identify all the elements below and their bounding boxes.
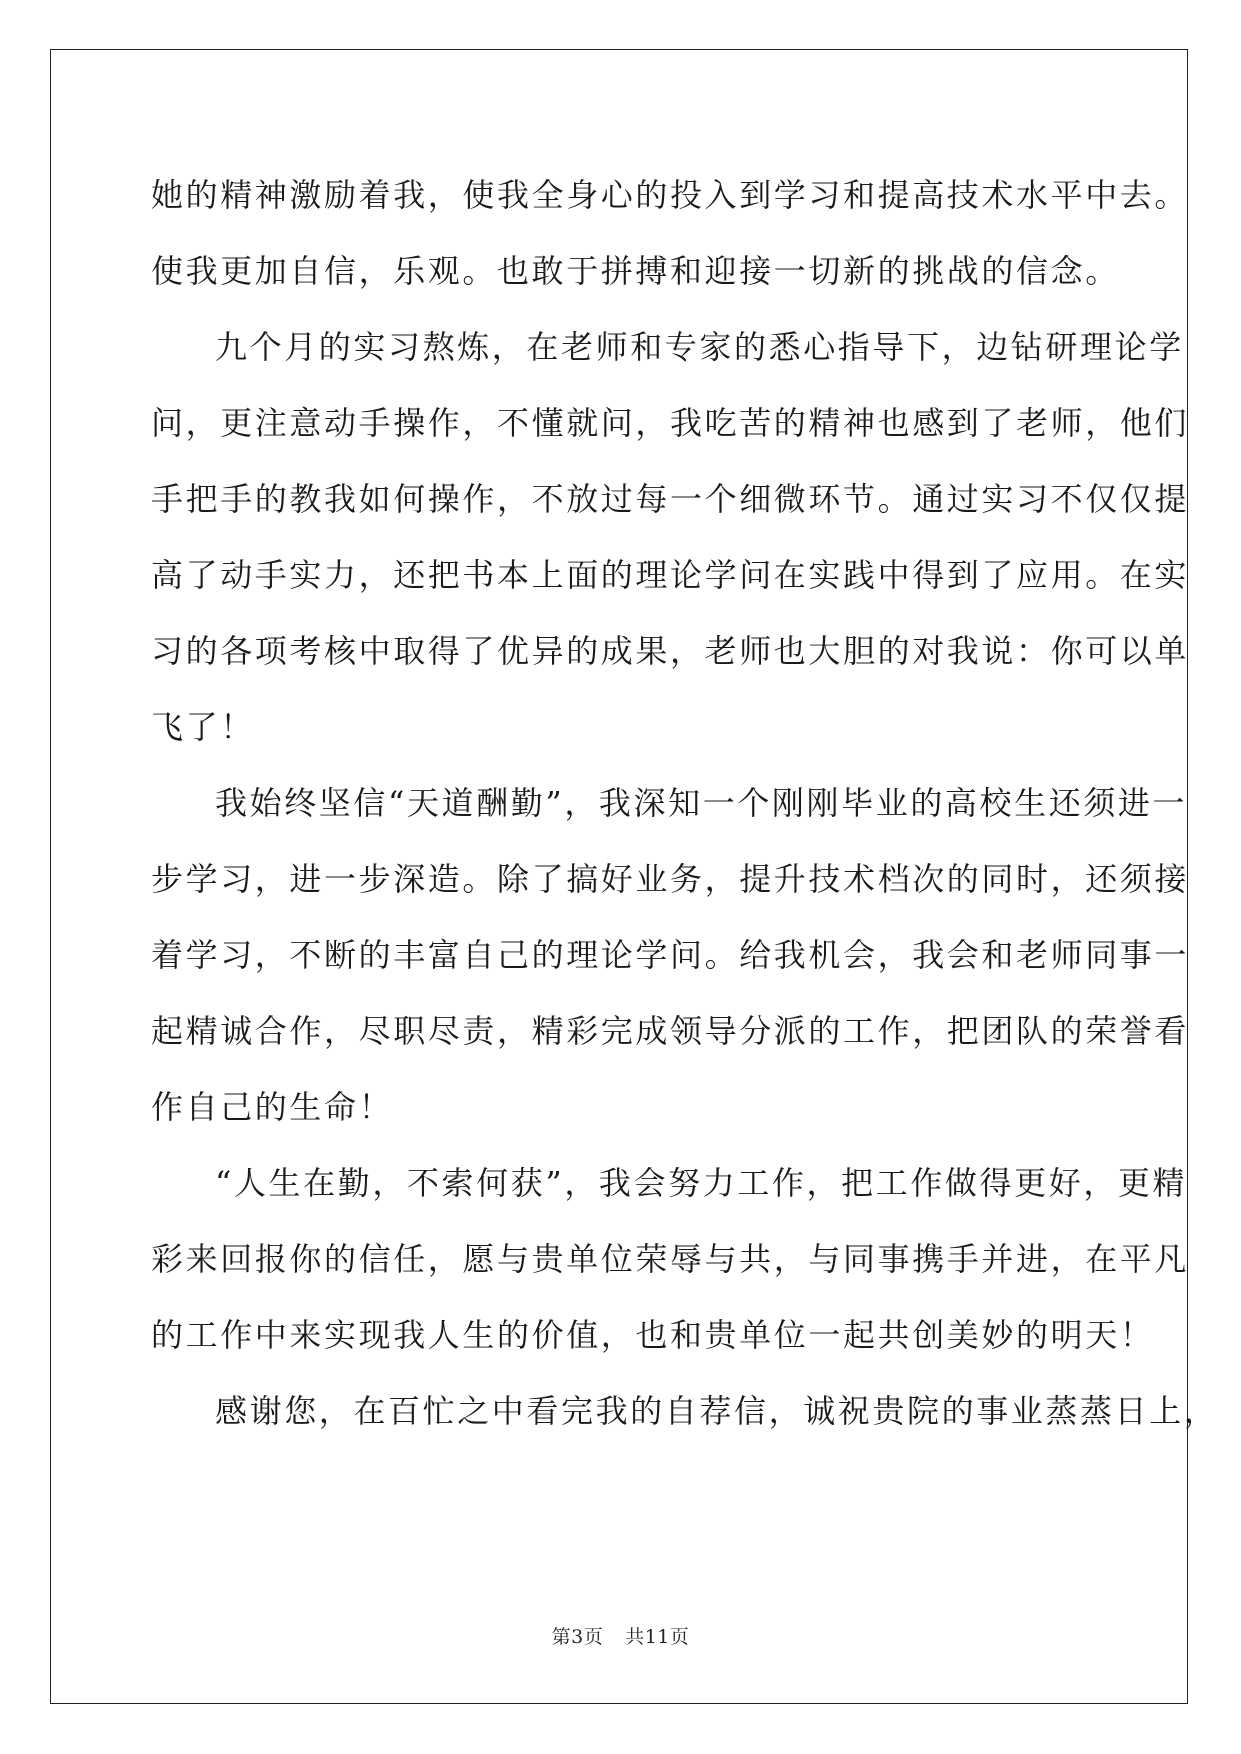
letter-body	[151, 157, 1219, 1449]
page-total: 共11页	[625, 1626, 690, 1648]
page-footer	[0, 1622, 1241, 1649]
text-line: 手把手的教我如何操作，不放过每一个细微环节。通过实习不仅仅提	[151, 480, 1190, 518]
paragraph-start-line: 我始终坚信“天道酬勤”，我深知一个刚刚毕业的高校生还须进一	[215, 784, 1188, 822]
text-line: 习的各项考核中取得了优异的成果，老师也大胆的对我说：你可以单	[151, 632, 1190, 670]
text-line: 她的精神激励着我，使我全身心的投入到学习和提高技术水平中去。	[151, 176, 1190, 214]
paragraph-start-line: 感谢您，在百忙之中看完我的自荐信，诚祝贵院的事业蒸蒸日上，	[215, 1392, 1219, 1430]
text-line: 作自己的生命！	[151, 1088, 394, 1126]
paragraph-start-line: “人生在勤，不索何获”，我会努力工作，把工作做得更好，更精	[215, 1164, 1188, 1202]
paragraph-start-line: 九个月的实习熬炼，在老师和专家的悉心指导下，边钻研理论学	[215, 328, 1184, 366]
text-line: 飞了！	[151, 708, 255, 746]
text-line: 高了动手实力，还把书本上面的理论学问在实践中得到了应用。在实	[151, 556, 1190, 594]
text-line: 的工作中来实现我人生的价值，也和贵单位一起共创美妙的明天！	[151, 1316, 1155, 1354]
page-number: 第3页	[551, 1626, 604, 1648]
text-line: 着学习，不断的丰富自己的理论学问。给我机会，我会和老师同事一	[151, 936, 1190, 974]
text-line: 使我更加自信，乐观。也敢于拼搏和迎接一切新的挑战的信念。	[151, 252, 1120, 290]
text-line: 步学习，进一步深造。除了搞好业务，提升技术档次的同时，还须接	[151, 860, 1190, 898]
text-line: 彩来回报你的信任，愿与贵单位荣辱与共，与同事携手并进，在平凡	[151, 1240, 1190, 1278]
text-line: 起精诚合作，尽职尽责，精彩完成领导分派的工作，把团队的荣誉看	[151, 1012, 1190, 1050]
text-line: 问，更注意动手操作，不懂就问，我吃苦的精神也感到了老师，他们	[151, 404, 1190, 442]
